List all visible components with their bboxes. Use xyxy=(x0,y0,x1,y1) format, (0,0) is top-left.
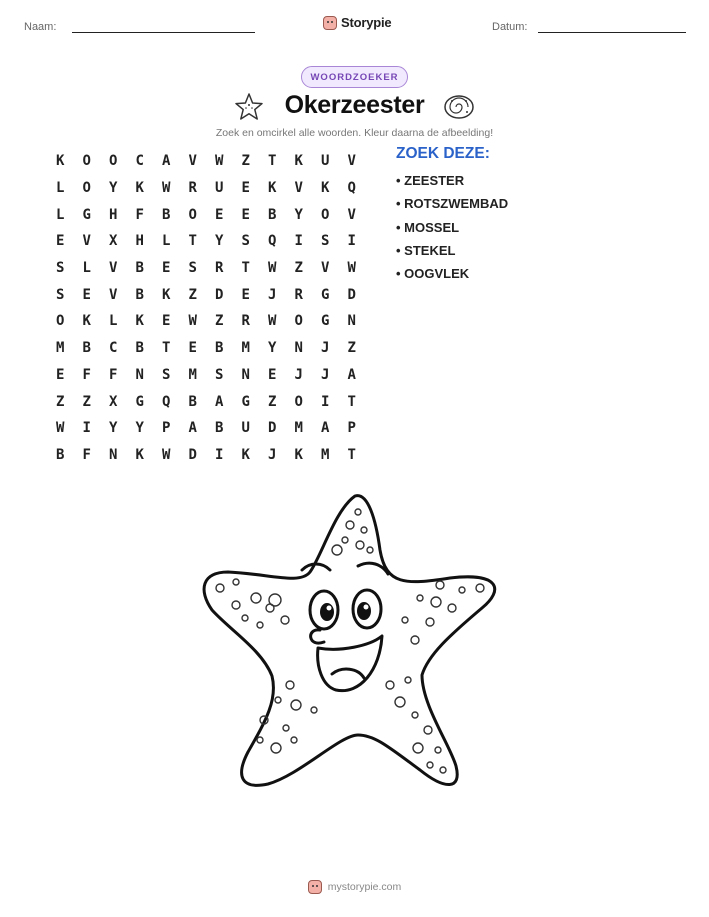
grid-letter[interactable]: Y xyxy=(215,233,224,250)
grid-letter[interactable]: E xyxy=(268,366,277,383)
grid-row xyxy=(47,175,365,202)
grid-letter[interactable]: V xyxy=(347,153,356,170)
grid-row xyxy=(47,335,365,362)
grid-letter[interactable]: K xyxy=(135,446,144,463)
category-badge: WOORDZOEKER xyxy=(301,66,408,88)
grid-letter[interactable]: W xyxy=(268,313,277,330)
grid-letter[interactable]: I xyxy=(215,446,224,463)
date-label: Datum: xyxy=(492,21,528,33)
shell-outline-icon xyxy=(443,93,475,121)
page-title: Okerzeester xyxy=(284,91,425,119)
header-logo xyxy=(323,15,391,30)
grid-letter[interactable]: K xyxy=(294,446,303,463)
grid-letter[interactable]: F xyxy=(109,366,118,383)
grid-letter[interactable]: E xyxy=(82,286,91,303)
grid-letter[interactable]: S xyxy=(241,233,250,250)
grid-letter[interactable]: S xyxy=(188,260,197,277)
grid-letter[interactable]: J xyxy=(321,366,330,383)
grid-letter[interactable]: M xyxy=(188,366,197,383)
grid-letter[interactable]: A xyxy=(188,420,197,437)
grid-letter[interactable]: E xyxy=(215,206,224,223)
grid-letter[interactable]: D xyxy=(347,286,356,303)
grid-letter[interactable]: K xyxy=(321,180,330,197)
grid-letter[interactable]: W xyxy=(268,260,277,277)
grid-letter[interactable]: I xyxy=(82,420,91,437)
grid-letter[interactable]: A xyxy=(347,366,356,383)
grid-letter[interactable]: J xyxy=(268,286,277,303)
grid-row xyxy=(47,255,365,282)
grid-letter[interactable]: L xyxy=(162,233,171,250)
grid-letter[interactable]: L xyxy=(56,180,65,197)
grid-letter[interactable]: G xyxy=(241,393,250,410)
grid-letter[interactable]: O xyxy=(188,206,197,223)
word-list xyxy=(396,172,508,288)
grid-letter[interactable]: B xyxy=(135,340,144,357)
grid-letter[interactable]: M xyxy=(241,340,250,357)
grid-letter[interactable]: Y xyxy=(135,420,144,437)
grid-letter[interactable]: N xyxy=(294,340,303,357)
grid-letter[interactable]: T xyxy=(241,260,250,277)
grid-row xyxy=(47,388,365,415)
grid-letter[interactable]: V xyxy=(188,153,197,170)
grid-letter[interactable]: W xyxy=(215,153,224,170)
grid-letter[interactable]: B xyxy=(215,340,224,357)
grid-letter[interactable]: R xyxy=(241,313,250,330)
grid-letter[interactable]: X xyxy=(109,393,118,410)
word-list-item: • ZEESTER xyxy=(396,173,465,188)
grid-letter[interactable]: E xyxy=(162,313,171,330)
grid-letter[interactable]: S xyxy=(321,233,330,250)
grid-letter[interactable]: O xyxy=(56,313,65,330)
grid-letter[interactable]: V xyxy=(109,260,118,277)
grid-letter[interactable]: U xyxy=(215,180,224,197)
grid-letter[interactable]: V xyxy=(109,286,118,303)
grid-letter[interactable]: S xyxy=(56,286,65,303)
grid-letter[interactable]: W xyxy=(188,313,197,330)
grid-letter[interactable]: Z xyxy=(294,260,303,277)
grid-letter[interactable]: B xyxy=(268,206,277,223)
grid-letter[interactable]: D xyxy=(215,286,224,303)
grid-letter[interactable]: E xyxy=(56,366,65,383)
word-list-item: • OOGVLEK xyxy=(396,266,470,282)
grid-row xyxy=(47,308,365,335)
word-list-item: • MOSSEL xyxy=(396,219,460,235)
grid-letter[interactable]: T xyxy=(162,340,171,357)
grid-letter[interactable]: Z xyxy=(268,393,277,410)
grid-letter[interactable]: T xyxy=(268,153,277,170)
grid-letter[interactable]: B xyxy=(162,206,171,223)
grid-letter[interactable]: O xyxy=(321,206,330,223)
grid-letter[interactable]: I xyxy=(321,393,330,410)
grid-letter[interactable]: B xyxy=(188,393,197,410)
grid-letter[interactable]: A xyxy=(215,393,224,410)
grid-row xyxy=(47,201,365,228)
storypie-logo-icon xyxy=(323,16,337,30)
grid-letter[interactable]: V xyxy=(294,180,303,197)
grid-letter[interactable]: U xyxy=(241,420,250,437)
grid-letter[interactable]: W xyxy=(162,180,171,197)
grid-letter[interactable]: I xyxy=(294,233,303,250)
grid-letter[interactable]: Q xyxy=(268,233,277,250)
grid-letter[interactable]: A xyxy=(321,420,330,437)
grid-letter[interactable]: E xyxy=(241,286,250,303)
storypie-logo-icon xyxy=(308,880,322,894)
grid-letter[interactable]: W xyxy=(347,260,356,277)
word-search-grid[interactable] xyxy=(47,148,365,468)
word-list-item: • STEKEL xyxy=(396,242,456,258)
grid-letter[interactable]: K xyxy=(162,286,171,303)
grid-letter[interactable]: C xyxy=(109,340,118,357)
grid-letter[interactable]: Q xyxy=(347,180,356,197)
grid-letter[interactable]: A xyxy=(162,153,171,170)
grid-letter[interactable]: S xyxy=(215,366,224,383)
grid-letter[interactable]: B xyxy=(82,340,91,357)
grid-letter[interactable]: K xyxy=(56,153,65,170)
grid-row xyxy=(47,281,365,308)
instructions: Zoek en omcirkel alle woorden. Kleur daarna de afbeelding! xyxy=(215,127,494,139)
grid-letter[interactable]: P xyxy=(162,420,171,437)
grid-letter[interactable]: P xyxy=(347,420,356,437)
grid-letter[interactable]: W xyxy=(162,446,171,463)
grid-letter[interactable]: Z xyxy=(347,340,356,357)
grid-letter[interactable]: B xyxy=(56,446,65,463)
grid-letter[interactable]: E xyxy=(56,233,65,250)
grid-letter[interactable]: G xyxy=(321,286,330,303)
grid-letter[interactable]: M xyxy=(56,340,65,357)
grid-letter[interactable]: B xyxy=(215,420,224,437)
grid-letter[interactable]: G xyxy=(135,393,144,410)
name-line[interactable] xyxy=(72,32,255,33)
grid-letter[interactable]: L xyxy=(56,206,65,223)
logo-text: Storypie xyxy=(341,15,392,30)
grid-letter[interactable]: O xyxy=(82,153,91,170)
grid-letter[interactable]: H xyxy=(109,206,118,223)
footer-url[interactable]: mystorypie.com xyxy=(327,881,402,893)
grid-letter[interactable]: M xyxy=(294,420,303,437)
grid-letter[interactable]: V xyxy=(321,260,330,277)
grid-letter[interactable]: N xyxy=(241,366,250,383)
grid-letter[interactable]: Y xyxy=(268,340,277,357)
grid-letter[interactable]: O xyxy=(109,153,118,170)
word-list-item: • ROTSZWEMBAD xyxy=(396,196,509,212)
grid-letter[interactable]: K xyxy=(241,446,250,463)
grid-letter[interactable]: T xyxy=(347,393,356,410)
grid-letter[interactable]: Z xyxy=(241,153,250,170)
grid-letter[interactable]: G xyxy=(82,206,91,223)
grid-letter[interactable]: J xyxy=(321,340,330,357)
grid-letter[interactable]: F xyxy=(135,206,144,223)
grid-letter[interactable]: E xyxy=(162,260,171,277)
grid-letter[interactable]: K xyxy=(268,180,277,197)
grid-letter[interactable]: J xyxy=(268,446,277,463)
grid-letter[interactable]: Y xyxy=(294,206,303,223)
starfish-coloring-image xyxy=(200,490,510,790)
grid-letter[interactable]: O xyxy=(294,393,303,410)
grid-letter[interactable]: Z xyxy=(215,313,224,330)
grid-letter[interactable]: R xyxy=(188,180,197,197)
grid-letter[interactable]: R xyxy=(294,286,303,303)
grid-letter[interactable]: Y xyxy=(109,180,118,197)
grid-letter[interactable]: X xyxy=(109,233,118,250)
grid-letter[interactable]: L xyxy=(82,260,91,277)
grid-letter[interactable]: W xyxy=(56,420,65,437)
grid-letter[interactable]: F xyxy=(82,446,91,463)
grid-letter[interactable]: V xyxy=(347,206,356,223)
grid-letter[interactable]: M xyxy=(321,446,330,463)
grid-row xyxy=(47,228,365,255)
grid-letter[interactable]: Z xyxy=(56,393,65,410)
grid-letter[interactable]: Q xyxy=(162,393,171,410)
grid-letter[interactable]: V xyxy=(82,233,91,250)
grid-letter[interactable]: T xyxy=(347,446,356,463)
grid-letter[interactable]: H xyxy=(135,233,144,250)
grid-letter[interactable]: N xyxy=(109,446,118,463)
word-list-title: ZOEK DEZE: xyxy=(396,145,490,162)
grid-letter[interactable]: E xyxy=(241,206,250,223)
grid-row xyxy=(47,148,365,175)
grid-letter[interactable]: K xyxy=(82,313,91,330)
grid-letter[interactable]: L xyxy=(109,313,118,330)
grid-letter[interactable]: G xyxy=(321,313,330,330)
grid-letter[interactable]: S xyxy=(56,260,65,277)
grid-letter[interactable]: N xyxy=(347,313,356,330)
grid-letter[interactable]: B xyxy=(135,260,144,277)
grid-letter[interactable]: K xyxy=(294,153,303,170)
grid-letter[interactable]: D xyxy=(188,446,197,463)
grid-letter[interactable]: E xyxy=(241,180,250,197)
date-line[interactable] xyxy=(538,32,686,33)
grid-letter[interactable]: O xyxy=(294,313,303,330)
grid-letter[interactable]: S xyxy=(162,366,171,383)
grid-letter[interactable]: K xyxy=(135,180,144,197)
grid-row xyxy=(47,442,365,469)
grid-letter[interactable]: K xyxy=(135,313,144,330)
grid-letter[interactable]: B xyxy=(135,286,144,303)
grid-letter[interactable]: Z xyxy=(82,393,91,410)
grid-letter[interactable]: T xyxy=(188,233,197,250)
grid-letter[interactable]: Y xyxy=(109,420,118,437)
grid-letter[interactable]: U xyxy=(321,153,330,170)
grid-letter[interactable]: C xyxy=(135,153,144,170)
grid-letter[interactable]: Z xyxy=(188,286,197,303)
grid-row xyxy=(47,415,365,442)
grid-letter[interactable]: O xyxy=(82,180,91,197)
grid-letter[interactable]: F xyxy=(82,366,91,383)
name-label: Naam: xyxy=(24,21,57,33)
grid-row xyxy=(47,362,365,389)
grid-letter[interactable]: D xyxy=(268,420,277,437)
grid-letter[interactable]: N xyxy=(135,366,144,383)
grid-letter[interactable]: E xyxy=(188,340,197,357)
grid-letter[interactable]: J xyxy=(294,366,303,383)
grid-letter[interactable]: I xyxy=(347,233,356,250)
footer xyxy=(0,880,709,894)
grid-letter[interactable]: R xyxy=(215,260,224,277)
